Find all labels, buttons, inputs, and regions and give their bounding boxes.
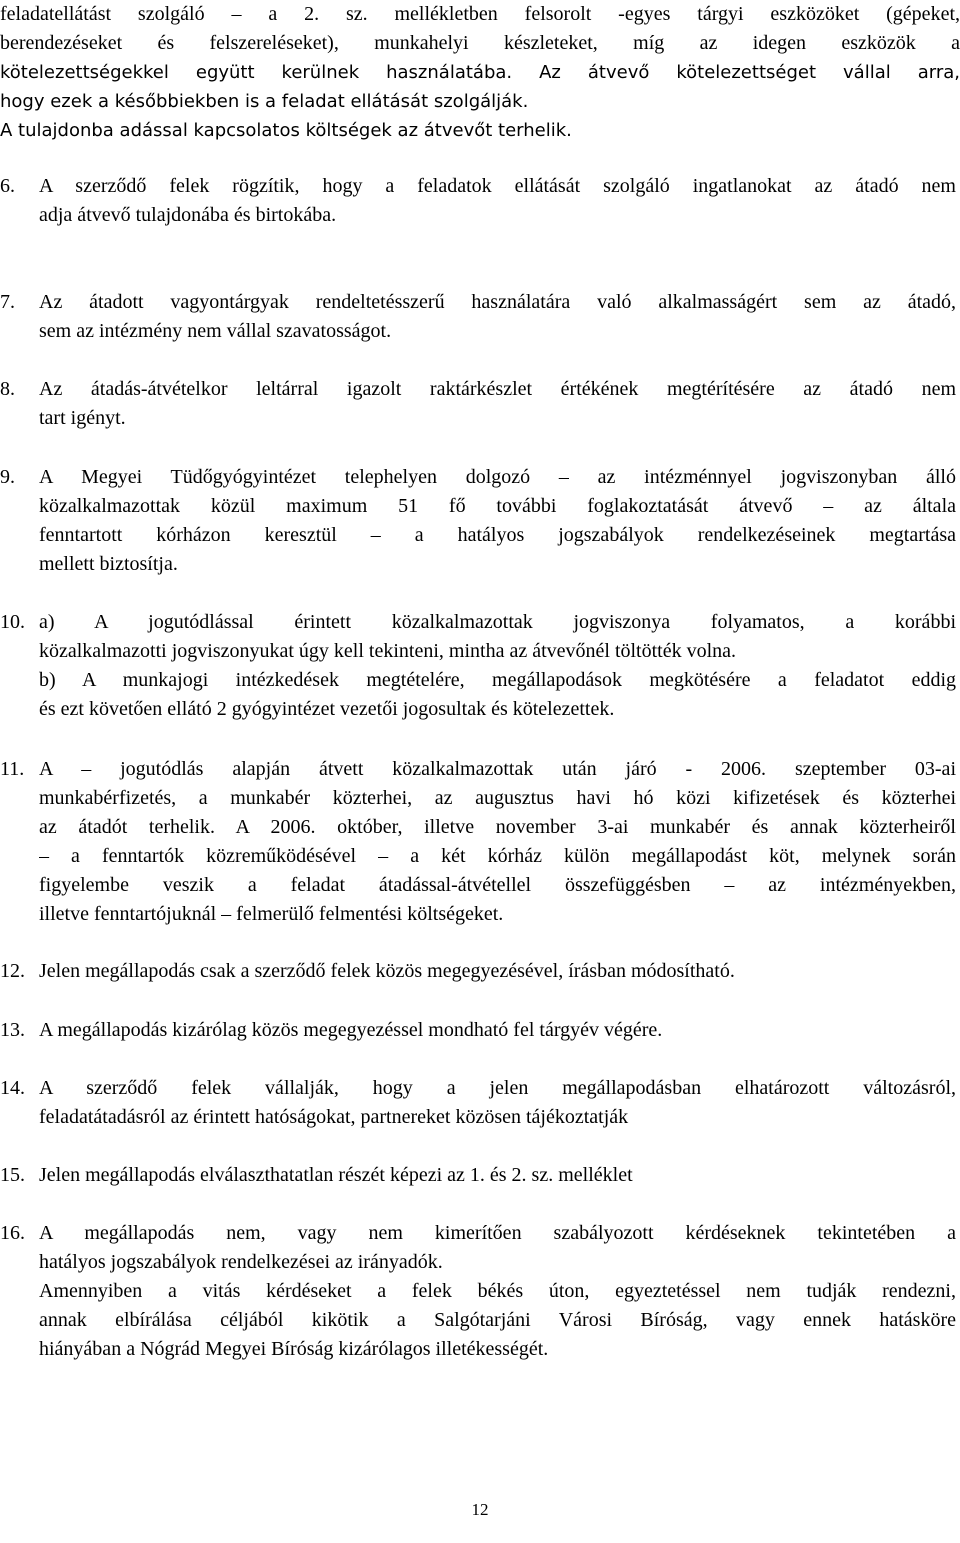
clause-line: A – jogutódlás alapján átvett közalkalmazottak után járó - 2006. szeptember 03-ai — [39, 758, 956, 780]
clause-line: figyelembe veszik a feladat átadással-átvétellel összefüggésben – az intézményekben, — [39, 874, 956, 896]
clause-line: Az átadott vagyontárgyak rendeltetésszerű használatára való alkalmasságért sem az átadó, — [39, 291, 956, 313]
clause-number: 11. — [0, 758, 25, 780]
clause-line: közalkalmazotti jogviszonyukat úgy kell tekinteni, mintha az átvevőnél töltötték volna. — [39, 640, 737, 662]
clause-number: 16. — [0, 1222, 25, 1244]
intro-line: berendezéseket és felszereléseket), munkahelyi készleteket, míg az idegen eszközök a — [0, 32, 960, 54]
clause-line: az átadót terhelik. A 2006. október, illetve november 3-ai munkabér és annak közterheiről — [39, 816, 956, 838]
clause-line: tart igényt. — [39, 407, 126, 429]
clause-line: sem az intézmény nem vállal szavatosságot. — [39, 320, 392, 342]
clause-number: 12. — [0, 960, 25, 982]
clause-line: Amennyiben a vitás kérdéseket a felek békés úton, egyeztetéssel nem tudják rendezni, — [39, 1280, 956, 1302]
clause-line: A szerződő felek rögzítik, hogy a feladatok ellátását szolgáló ingatlanokat az átadó nem — [39, 175, 956, 197]
clause-line: hatályos jogszabályok rendelkezései az irányadók. — [39, 1251, 443, 1273]
intro-line: A tulajdonba adással kapcsolatos költségek az átvevőt terhelik. — [0, 120, 572, 141]
clause-line: annak elbírálása céljából kikötik a Salgótarjáni Városi Bíróság, vagy ennek hatásköre — [39, 1309, 956, 1331]
clause-line: Jelen megállapodás csak a szerződő felek közös megegyezésével, írásban módosítható. — [39, 960, 735, 982]
clause-line: feladatátadásról az érintett hatóságokat, partnereket közösen tájékoztatják — [39, 1106, 629, 1128]
clause-number: 14. — [0, 1077, 25, 1099]
clause-line: illetve fenntartójuknál – felmerülő felmentési költségeket. — [39, 903, 504, 925]
clause-number: 13. — [0, 1019, 25, 1041]
clause-line: – a fenntartók közreműködésével – a két kórház külön megállapodást köt, melynek során — [39, 845, 956, 867]
clause-number: 9. — [0, 466, 15, 488]
clause-line: munkabérfizetés, a munkabér közterhei, az augusztus havi hó közi kifizetések és közterhei — [39, 787, 956, 809]
clause-line: A megállapodás nem, vagy nem kimerítően szabályozott kérdéseknek tekintetében a — [39, 1222, 956, 1244]
clause-line: adja átvevő tulajdonába és birtokába. — [39, 204, 337, 226]
clause-line: A Megyei Tüdőgyógyintézet telephelyen dolgozó – az intézménnyel jogviszonyban álló — [39, 466, 956, 488]
clause-line: fenntartott kórházon keresztül – a hatályos jogszabályok rendelkezéseinek megtartása — [39, 524, 956, 546]
clause-line: a) A jogutódlással érintett közalkalmazottak jogviszonya folyamatos, a korábbi — [39, 611, 956, 633]
clause-line: közalkalmazottak közül maximum 51 fő további foglakoztatását átvevő – az általa — [39, 495, 956, 517]
clause-line: hiányában a Nógrád Megyei Bíróság kizárólagos illetékességét. — [39, 1338, 549, 1360]
page-number: 12 — [471, 1500, 489, 1519]
clause-number: 8. — [0, 378, 15, 400]
clause-line: és ezt követően ellátó 2 gyógyintézet vezetői jogosultak és kötelezettek. — [39, 698, 615, 720]
clause-number: 15. — [0, 1164, 25, 1186]
intro-line: feladatellátást szolgáló – a 2. sz. mellékletben felsorolt -egyes tárgyi eszközöket (gépeket, — [0, 3, 960, 25]
clause-line: Az átadás-átvételkor leltárral igazolt raktárkészlet értékének megtérítésére az átadó nem — [39, 378, 956, 400]
clause-line: A megállapodás kizárólag közös megegyezéssel mondható fel tárgyév végére. — [39, 1019, 663, 1041]
clause-line: mellett biztosítja. — [39, 553, 178, 575]
intro-line: hogy ezek a későbbiekben is a feladat ellátását szolgálják. — [0, 91, 529, 112]
clause-number: 7. — [0, 291, 15, 313]
clause-line: b) A munkajogi intézkedések megtételére, megállapodások megkötésére a feladatot eddig — [39, 669, 956, 691]
clause-number: 10. — [0, 611, 25, 633]
clause-number: 6. — [0, 175, 15, 197]
clause-line: Jelen megállapodás elválaszthatatlan részét képezi az 1. és 2. sz. melléklet — [39, 1164, 633, 1186]
intro-paragraph — [0, 0, 960, 145]
intro-line: kötelezettségekkel együtt kerülnek használatába. Az átvevő kötelezettséget vállal arra, — [0, 62, 960, 83]
clause-line: A szerződő felek vállalják, hogy a jelen megállapodásban elhatározott változásról, — [39, 1077, 956, 1099]
